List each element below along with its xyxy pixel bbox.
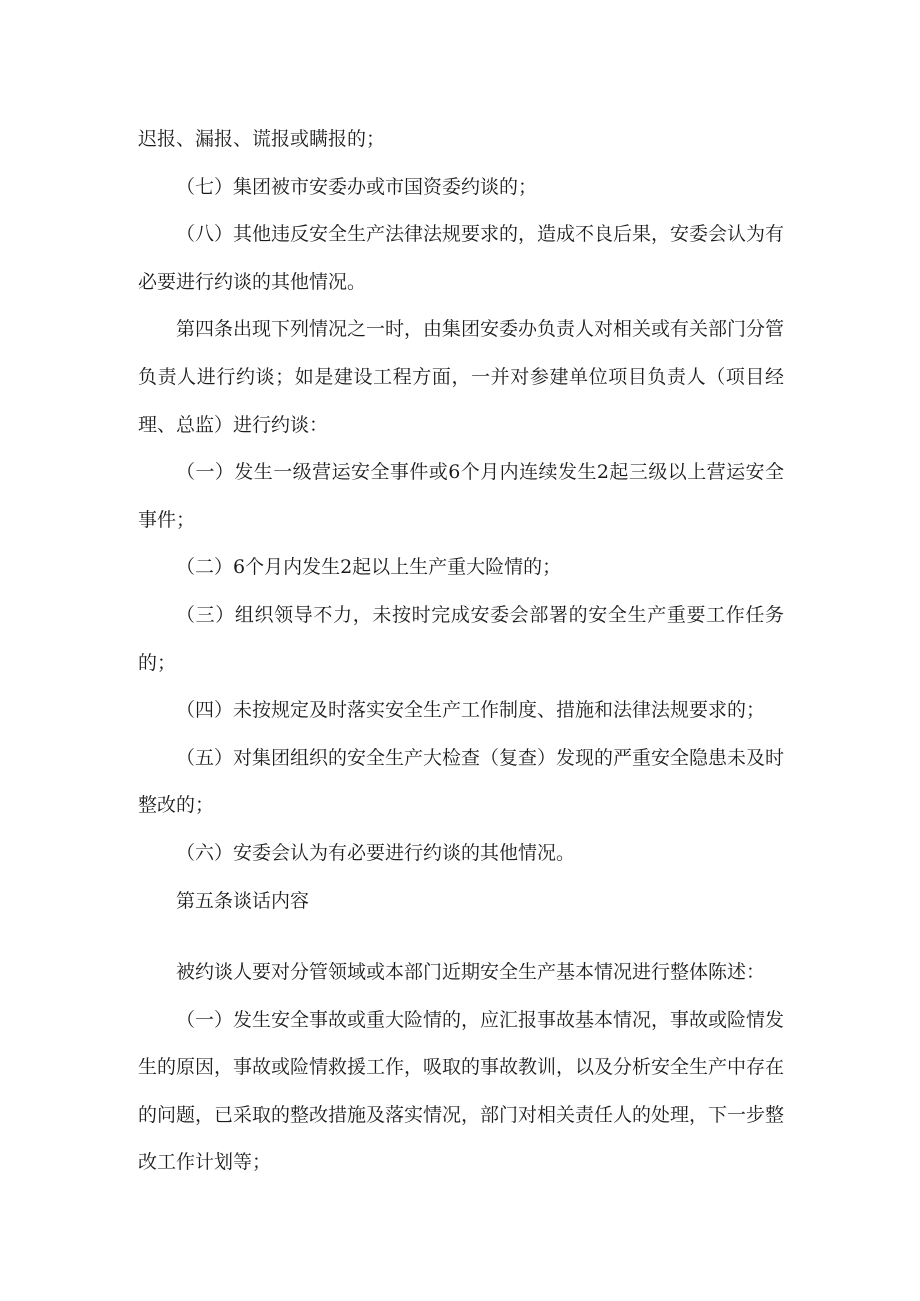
paragraph-article-5-intro: 被约谈人要对分管领域或本部门近期安全生产基本情况进行整体陈述： (176, 961, 766, 984)
paragraph-article-5-heading: 第五条谈话内容 (176, 889, 310, 912)
paragraph-continuation: 迟报、漏报、谎报或瞒报的； (138, 128, 386, 150)
paragraph-article-4-item-2: （二）6个月内发生2起以上生产重大险情的； (176, 556, 562, 579)
paragraph-article-5-item-1: （一）发生安全事故或重大险情的，应汇报事故基本情况，事故或险情发生的原因，事故或险情救援工作，吸取的事故教训，以及分析安全生产中存在的问题，已采取的整改措施及落实情况，部门对相关责任人的处理，下一步整改工作计划等； (138, 1008, 785, 1174)
paragraph-item-7: （七）集团被市安委办或市国资委约谈的； (176, 175, 538, 198)
paragraph-article-4-item-6: （六）安委会认为有必要进行约谈的其他情况。 (176, 841, 576, 864)
paragraph-article-4-item-5: （五）对集团组织的安全生产大检查（复查）发现的严重安全隐患未及时整改的； (138, 746, 785, 817)
paragraph-item-8: （八）其他违反安全生产法律法规要求的，造成不良后果，安委会认为有必要进行约谈的其他情况。 (138, 223, 785, 293)
paragraph-article-4-item-4: （四）未按规定及时落实安全生产工作制度、措施和法律法规要求的； (176, 699, 766, 722)
paragraph-article-4-item-1: （一）发生一级营运安全事件或6个月内连续发生2起三级以上营运安全事件； (138, 461, 784, 531)
paragraph-article-4-item-3: （三）组织领导不力，未按时完成安委会部署的安全生产重要工作任务的； (138, 603, 784, 674)
paragraph-article-4: 第四条出现下列情况之一时，由集团安委办负责人对相关或有关部门分管负责人进行约谈；如是建设工程方面，一并对参建单位项目负责人（项目经理、总监）进行约谈： (138, 318, 785, 436)
document-body (138, 116, 784, 1187)
